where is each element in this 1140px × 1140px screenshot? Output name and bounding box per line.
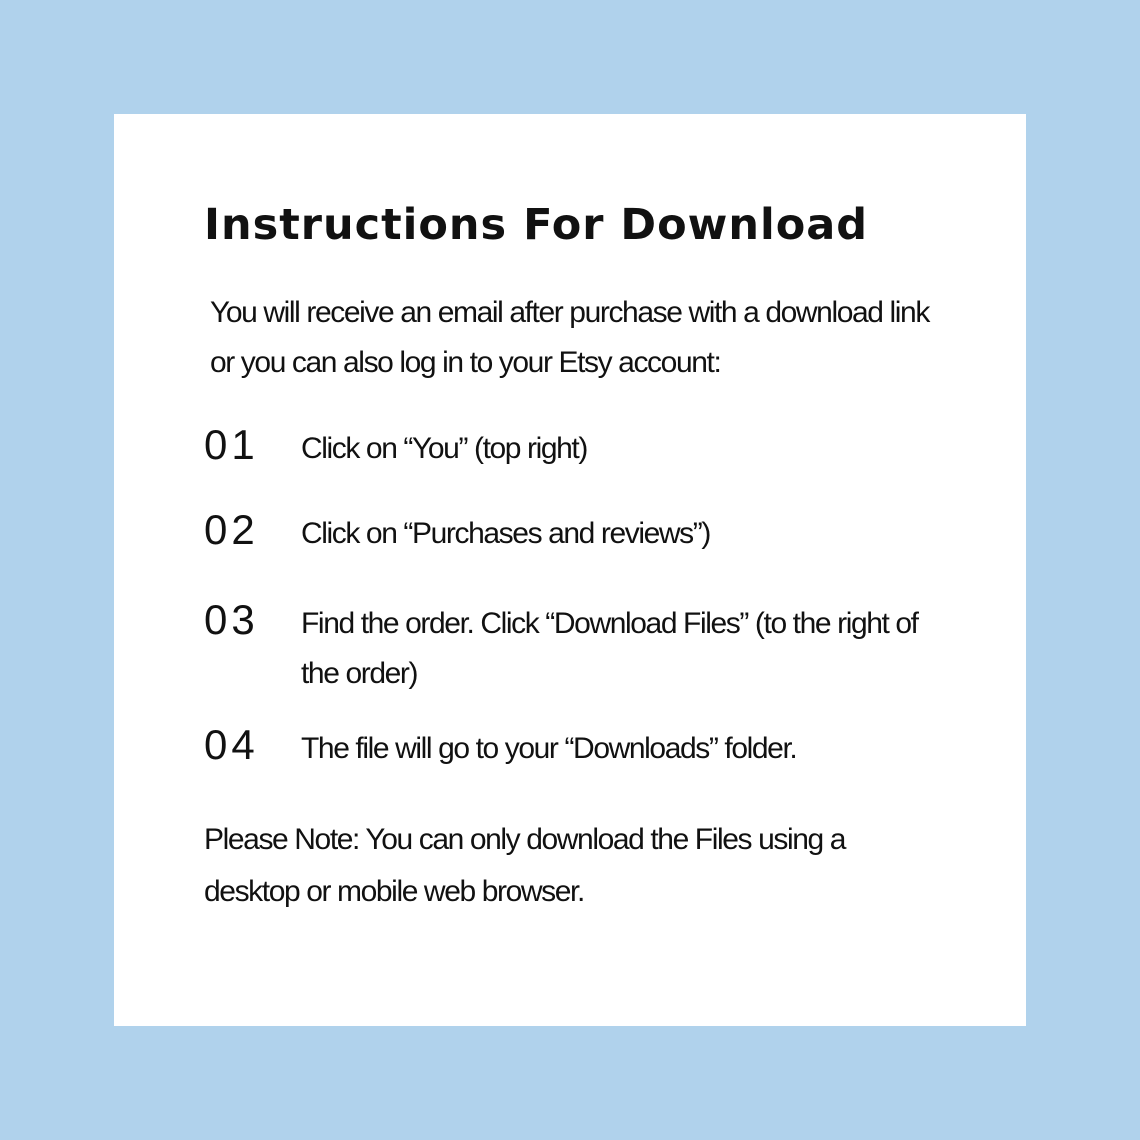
step-number: 01 <box>204 421 259 468</box>
step-text: Click on “Purchases and reviews”) <box>301 517 710 550</box>
page-title: Instructions For Download <box>204 200 869 250</box>
instructions-card <box>114 114 1026 1026</box>
step-text: Find the order. Click “Download Files” (to the right of the order) <box>301 607 918 690</box>
step-text: Click on “You” (top right) <box>301 432 587 465</box>
step-text: The file will go to your “Downloads” folder. <box>301 732 797 765</box>
step-number: 04 <box>204 721 259 768</box>
please-note: Please Note: You can only download the Files using a desktop or mobile web browser. <box>204 823 846 908</box>
step-number: 03 <box>204 596 259 643</box>
step-number: 02 <box>204 506 259 553</box>
intro-paragraph: You will receive an email after purchase with a download link or you can also log in to your Etsy account: <box>210 296 929 379</box>
